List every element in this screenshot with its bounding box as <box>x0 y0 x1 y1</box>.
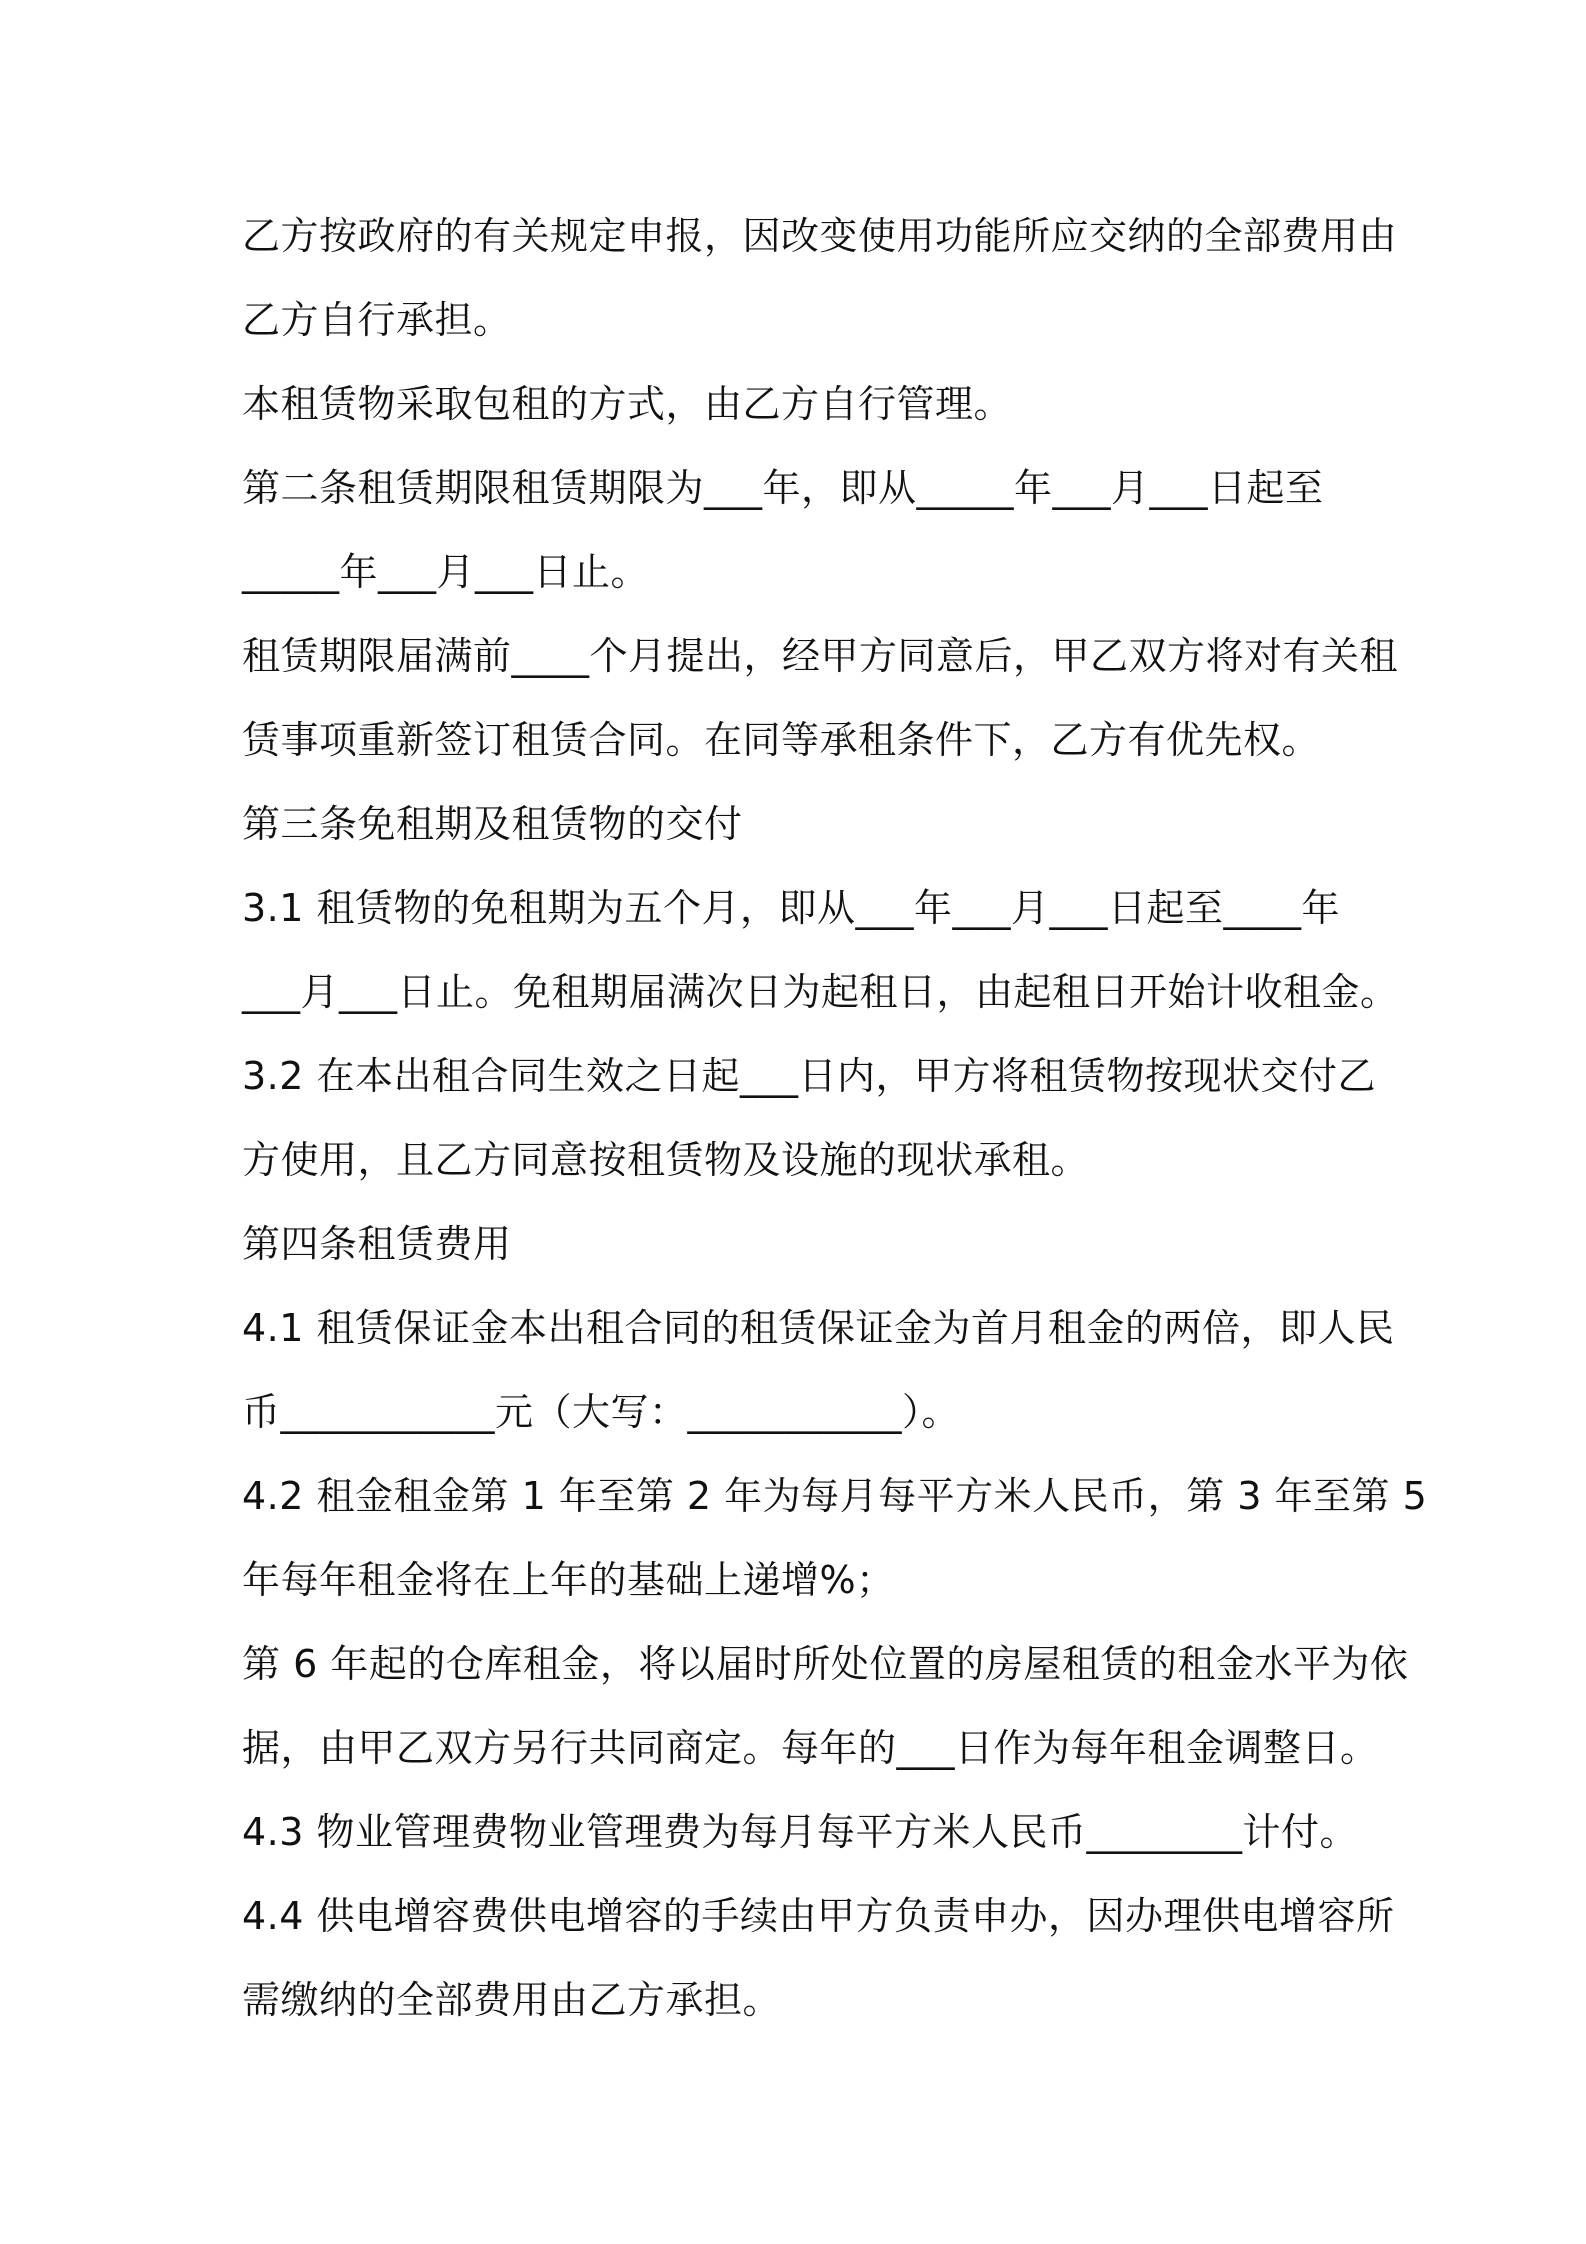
clause-3-heading: 第三条免租期及租赁物的交付 <box>242 802 743 846</box>
text-line: 4.3 物业管理费物业管理费为每月每平方米人民币________计付。 <box>242 1810 1359 1854</box>
text-line: 据，由甲乙双方另行共同商定。每年的___日作为每年租金调整日。 <box>242 1726 1379 1770</box>
text-line: 租赁期限届满前____个月提出，经甲方同意后，甲乙双方将对有关租 <box>242 634 1399 678</box>
text-line: 4.2 租金租金第 1 年至第 2 年为每月每平方米人民币，第 3 年至第 5 <box>242 1474 1428 1518</box>
text-line: 4.4 供电增容费供电增容的手续由甲方负责申办，因办理供电增容所 <box>242 1894 1395 1938</box>
text-line: 乙方自行承担。 <box>242 298 512 342</box>
text-line: 3.2 在本出租合同生效之日起___日内，甲方将租赁物按现状交付乙 <box>242 1054 1377 1098</box>
clause-4-heading: 第四条租赁费用 <box>242 1222 512 1266</box>
text-line: _____年___月___日止。 <box>242 550 650 594</box>
text-line: 4.1 租赁保证金本出租合同的租赁保证金为首月租金的两倍，即人民 <box>242 1306 1395 1350</box>
text-line: 方使用，且乙方同意按租赁物及设施的现状承租。 <box>242 1138 1090 1182</box>
text-line: 第 6 年起的仓库租金，将以届时所处位置的房屋租赁的租金水平为依 <box>242 1642 1409 1686</box>
text-line: 赁事项重新签订租赁合同。在同等承租条件下，乙方有优先权。 <box>242 718 1321 762</box>
text-line: 乙方按政府的有关规定申报，因改变使用功能所应交纳的全部费用由 <box>242 214 1398 258</box>
text-line: 3.1 租赁物的免租期为五个月，即从___年___月___日起至____年 <box>242 886 1341 930</box>
text-line: 需缴纳的全部费用由乙方承担。 <box>242 1978 782 2022</box>
document-body <box>242 194 1428 2042</box>
text-line: 币___________元（大写：___________）。 <box>242 1390 961 1434</box>
text-line: 本租赁物采取包租的方式，由乙方自行管理。 <box>242 382 1013 426</box>
clause-2-heading-line: 第二条租赁期限租赁期限为___年，即从_____年___月___日起至 <box>242 466 1324 510</box>
text-line: ___月___日止。免租期届满次日为起租日，由起租日开始计收租金。 <box>242 970 1399 1014</box>
text-line: 年每年租金将在上年的基础上递增%； <box>242 1558 895 1602</box>
